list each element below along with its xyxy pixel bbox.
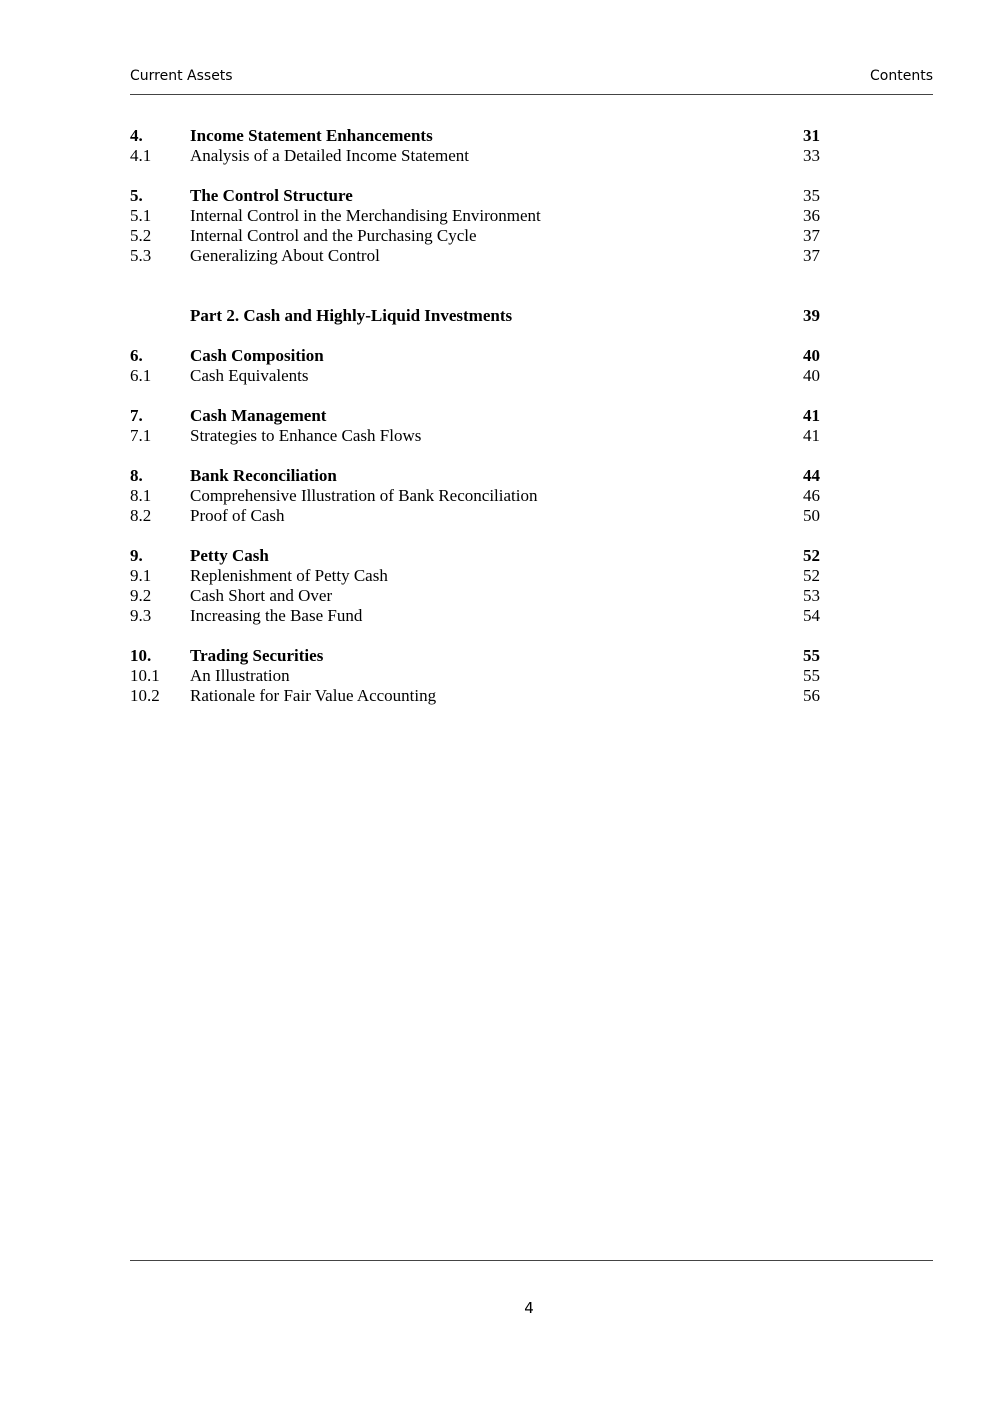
toc-title: An Illustration: [190, 666, 290, 685]
toc-section[interactable]: [130, 506, 820, 526]
toc-title: Analysis of a Detailed Income Statement: [190, 146, 469, 165]
toc-title: Replenishment of Petty Cash: [190, 566, 388, 585]
toc-page: 36: [803, 206, 820, 225]
toc-page: 41: [803, 406, 820, 425]
toc-section[interactable]: [130, 666, 820, 686]
toc-chapter[interactable]: [130, 646, 820, 666]
toc-number: 9.3: [130, 606, 152, 625]
toc-section[interactable]: [130, 226, 820, 246]
toc-number: 8.: [130, 466, 143, 485]
toc-page: 33: [803, 146, 820, 165]
toc-section[interactable]: [130, 246, 820, 266]
table-of-contents: [130, 126, 820, 706]
toc-number: 8.2: [130, 506, 152, 525]
toc-title: Proof of Cash: [190, 506, 285, 525]
toc-title: Cash Management: [190, 406, 327, 425]
toc-page: 53: [803, 586, 820, 605]
toc-page: 46: [803, 486, 820, 505]
toc-title: Income Statement Enhancements: [190, 126, 433, 145]
toc-page: 41: [803, 426, 820, 445]
toc-title: Comprehensive Illustration of Bank Reconciliation: [190, 486, 538, 505]
toc-number: 5.3: [130, 246, 152, 265]
toc-title: Rationale for Fair Value Accounting: [190, 686, 437, 705]
toc-part[interactable]: [130, 306, 820, 326]
toc-number: 4.: [130, 126, 143, 145]
toc-title: Internal Control and the Purchasing Cycle: [190, 226, 477, 245]
header-book-title: Current Assets: [130, 68, 233, 84]
toc-section[interactable]: [130, 586, 820, 606]
toc-title: Cash Composition: [190, 346, 324, 365]
page-number: 4: [524, 1299, 534, 1317]
toc-number: 9.1: [130, 566, 152, 585]
toc-page: 40: [803, 366, 820, 385]
toc-title: The Control Structure: [190, 186, 353, 205]
toc-page: 37: [803, 226, 820, 245]
toc-chapter[interactable]: [130, 346, 820, 366]
toc-page: 44: [803, 466, 820, 485]
toc-number: 4.1: [130, 146, 152, 165]
toc-chapter[interactable]: [130, 126, 820, 146]
toc-page: 39: [803, 306, 820, 325]
toc-section[interactable]: [130, 566, 820, 586]
toc-page: 55: [803, 646, 820, 665]
toc-page: 56: [803, 686, 820, 705]
toc-chapter[interactable]: [130, 186, 820, 206]
toc-chapter[interactable]: [130, 546, 820, 566]
toc-title: Strategies to Enhance Cash Flows: [190, 426, 422, 445]
toc-section[interactable]: [130, 366, 820, 386]
toc-page: 52: [803, 546, 820, 565]
toc-page: 55: [803, 666, 820, 685]
toc-page: 35: [803, 186, 820, 205]
toc-section[interactable]: [130, 686, 820, 706]
toc-title: Trading Securities: [190, 646, 324, 665]
toc-section[interactable]: [130, 146, 820, 166]
toc-part-title: Part 2. Cash and Highly-Liquid Investments: [190, 306, 513, 325]
toc-page: 50: [803, 506, 820, 525]
toc-page: 40: [803, 346, 820, 365]
toc-number: 9.2: [130, 586, 152, 605]
toc-title: Cash Short and Over: [190, 586, 333, 605]
toc-section[interactable]: [130, 486, 820, 506]
running-header: [130, 66, 933, 95]
toc-page: 37: [803, 246, 820, 265]
toc-section[interactable]: [130, 206, 820, 226]
toc-number: 6.: [130, 346, 143, 365]
toc-number: 5.: [130, 186, 143, 205]
toc-number: 10.: [130, 646, 152, 665]
toc-number: 5.2: [130, 226, 152, 245]
toc-number: 9.: [130, 546, 143, 565]
toc-section[interactable]: [130, 606, 820, 626]
toc-title: Generalizing About Control: [190, 246, 380, 265]
toc-number: 7.: [130, 406, 143, 425]
toc-page: 31: [803, 126, 820, 145]
toc-title: Internal Control in the Merchandising Environment: [190, 206, 541, 225]
toc-title: Petty Cash: [190, 546, 269, 565]
toc-title: Bank Reconciliation: [190, 466, 337, 485]
toc-title: Cash Equivalents: [190, 366, 309, 385]
toc-number: 10.2: [130, 686, 160, 705]
toc-chapter[interactable]: [130, 406, 820, 426]
toc-number: 6.1: [130, 366, 152, 385]
toc-section[interactable]: [130, 426, 820, 446]
toc-number: 5.1: [130, 206, 152, 225]
toc-chapter[interactable]: [130, 466, 820, 486]
toc-page: 54: [803, 606, 820, 625]
toc-number: 8.1: [130, 486, 152, 505]
header-section-title: Contents: [870, 68, 933, 84]
toc-number: 7.1: [130, 426, 152, 445]
footer-divider: [130, 1260, 933, 1261]
toc-title: Increasing the Base Fund: [190, 606, 363, 625]
toc-page: 52: [803, 566, 820, 585]
toc-number: 10.1: [130, 666, 160, 685]
